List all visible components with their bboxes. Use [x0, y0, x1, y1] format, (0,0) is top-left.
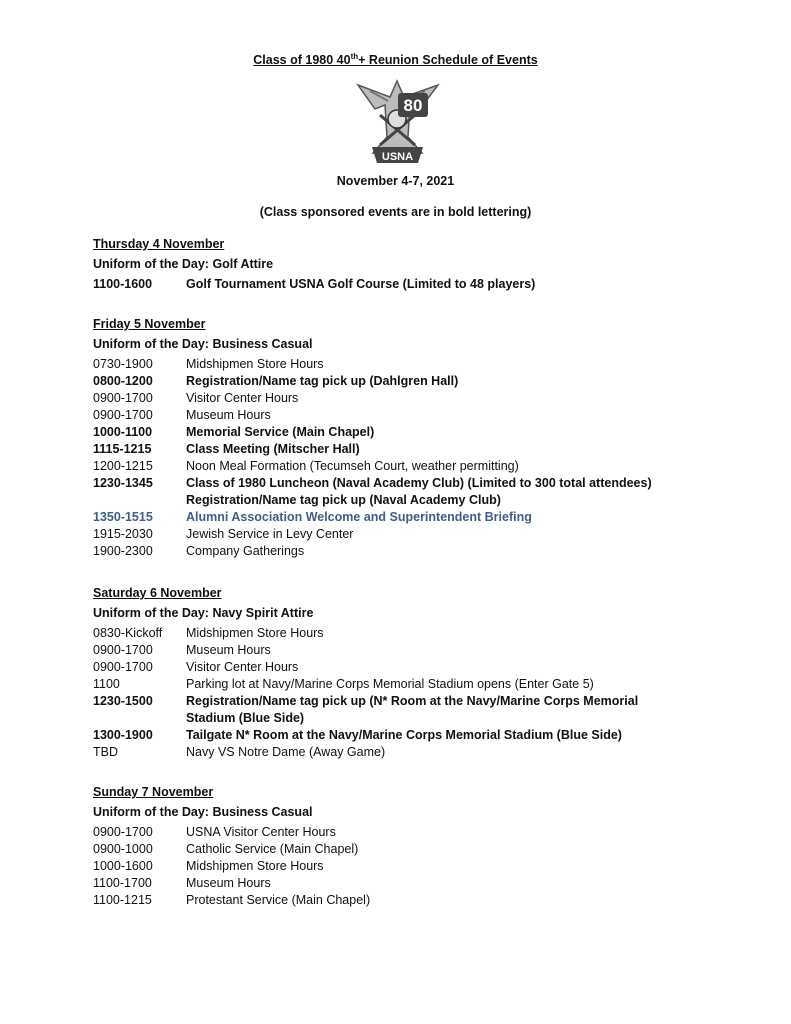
event-time: 0900-1700	[93, 391, 153, 405]
uniform-of-day: Uniform of the Day: Business Casual	[93, 337, 313, 351]
event-time: 1000-1600	[93, 859, 153, 873]
event-desc: Registration/Name tag pick up (N* Room at the Navy/Marine Corps Memorial	[186, 694, 639, 708]
event-row	[93, 642, 713, 659]
event-desc: Museum Hours	[186, 876, 271, 890]
uniform-of-day: Uniform of the Day: Navy Spirit Attire	[93, 606, 314, 620]
event-desc: Protestant Service (Main Chapel)	[186, 893, 371, 907]
event-row	[93, 543, 713, 560]
event-row	[93, 727, 713, 744]
event-row	[93, 693, 713, 710]
event-time: 1900-2300	[93, 544, 153, 558]
event-time: 1300-1900	[93, 728, 153, 742]
event-desc: Museum Hours	[186, 643, 271, 657]
event-row	[93, 276, 713, 293]
event-row	[93, 824, 713, 841]
event-time	[93, 492, 186, 509]
event-desc: Memorial Service (Main Chapel)	[186, 425, 375, 439]
day-heading: Sunday 7 November	[93, 785, 214, 799]
event-desc: Jewish Service in Levy Center	[186, 527, 354, 541]
event-row	[93, 676, 713, 693]
uniform-of-day: Uniform of the Day: Golf Attire	[93, 257, 274, 271]
event-row	[93, 356, 713, 373]
event-time: 1350-1515	[93, 510, 153, 524]
event-time: 1100	[93, 677, 120, 691]
event-time: 1000-1100	[93, 425, 153, 439]
day-section-sunday	[93, 784, 713, 909]
event-desc: Class Meeting (Mitscher Hall)	[186, 442, 360, 456]
event-row	[93, 526, 713, 543]
event-time: 0900-1700	[93, 643, 153, 657]
event-time	[93, 710, 186, 727]
event-desc: Midshipmen Store Hours	[186, 626, 324, 640]
day-section-friday	[93, 316, 713, 560]
event-desc: Visitor Center Hours	[186, 391, 299, 405]
event-time: 0830-Kickoff	[93, 626, 163, 640]
event-desc: Registration/Name tag pick up (Naval Academy Club)	[186, 493, 501, 507]
event-time: 1100-1215	[93, 893, 152, 907]
event-time: 1230-1500	[93, 694, 153, 708]
event-row	[93, 744, 713, 761]
event-desc: Noon Meal Formation (Tecumseh Court, weather permitting)	[186, 459, 519, 473]
event-row	[93, 441, 713, 458]
event-desc: Golf Tournament USNA Golf Course (Limited to 48 players)	[186, 277, 536, 291]
event-desc: Class of 1980 Luncheon (Naval Academy Club) (Limited to 300 total attendees)	[186, 476, 652, 490]
event-desc: Company Gatherings	[186, 544, 305, 558]
event-desc: Catholic Service (Main Chapel)	[186, 842, 359, 856]
event-time: 1915-2030	[93, 527, 153, 541]
day-heading: Friday 5 November	[93, 317, 206, 331]
event-row	[93, 875, 713, 892]
event-row	[93, 841, 713, 858]
event-desc: USNA Visitor Center Hours	[186, 825, 336, 839]
event-row	[93, 475, 713, 492]
event-desc: Stadium (Blue Side)	[186, 711, 305, 725]
event-desc: Parking lot at Navy/Marine Corps Memorial Stadium opens (Enter Gate 5)	[186, 677, 594, 691]
event-desc: Registration/Name tag pick up (Dahlgren Hall)	[186, 374, 459, 388]
day-heading: Saturday 6 November	[93, 586, 222, 600]
event-row	[93, 373, 713, 390]
bold-note: (Class sponsored events are in bold lettering)	[259, 205, 532, 219]
event-desc: Tailgate N* Room at the Navy/Marine Corps Memorial Stadium (Blue Side)	[186, 728, 622, 742]
usna-crest-logo	[350, 75, 445, 167]
event-desc: Alumni Association Welcome and Superintendent Briefing	[186, 510, 532, 524]
day-heading: Thursday 4 November	[93, 237, 225, 251]
event-dates: November 4-7, 2021	[336, 174, 455, 188]
event-time: 0900-1700	[93, 408, 153, 422]
event-desc: Museum Hours	[186, 408, 271, 422]
event-time: 1115-1215	[93, 442, 152, 456]
event-row	[93, 858, 713, 875]
event-row	[93, 509, 713, 526]
event-row	[93, 659, 713, 676]
event-row-continuation	[93, 492, 713, 509]
event-time: 0900-1700	[93, 825, 153, 839]
event-row	[93, 625, 713, 642]
event-time: 1200-1215	[93, 459, 153, 473]
event-time: 0900-1700	[93, 660, 153, 674]
event-row	[93, 892, 713, 909]
event-desc: Navy VS Notre Dame (Away Game)	[186, 745, 386, 759]
page-title: Class of 1980 40th+ Reunion Schedule of Events	[253, 52, 538, 68]
event-time: 0900-1000	[93, 842, 153, 856]
event-desc: Midshipmen Store Hours	[186, 357, 324, 371]
event-time: 0730-1900	[93, 357, 153, 371]
event-time: 1100-1600	[93, 277, 153, 291]
logo-year-text: 80	[403, 96, 423, 115]
logo-usna-text: USNA	[381, 151, 414, 163]
uniform-of-day: Uniform of the Day: Business Casual	[93, 805, 313, 819]
event-desc: Visitor Center Hours	[186, 660, 299, 674]
event-desc: Midshipmen Store Hours	[186, 859, 324, 873]
day-section-thursday	[93, 236, 713, 293]
event-time: 1230-1345	[93, 476, 153, 490]
event-time: TBD	[93, 745, 118, 759]
event-row	[93, 424, 713, 441]
event-row	[93, 390, 713, 407]
event-row	[93, 407, 713, 424]
event-time: 0800-1200	[93, 374, 153, 388]
event-row-continuation	[93, 710, 713, 727]
day-section-saturday	[93, 585, 713, 761]
event-row	[93, 458, 713, 475]
event-time: 1100-1700	[93, 876, 152, 890]
